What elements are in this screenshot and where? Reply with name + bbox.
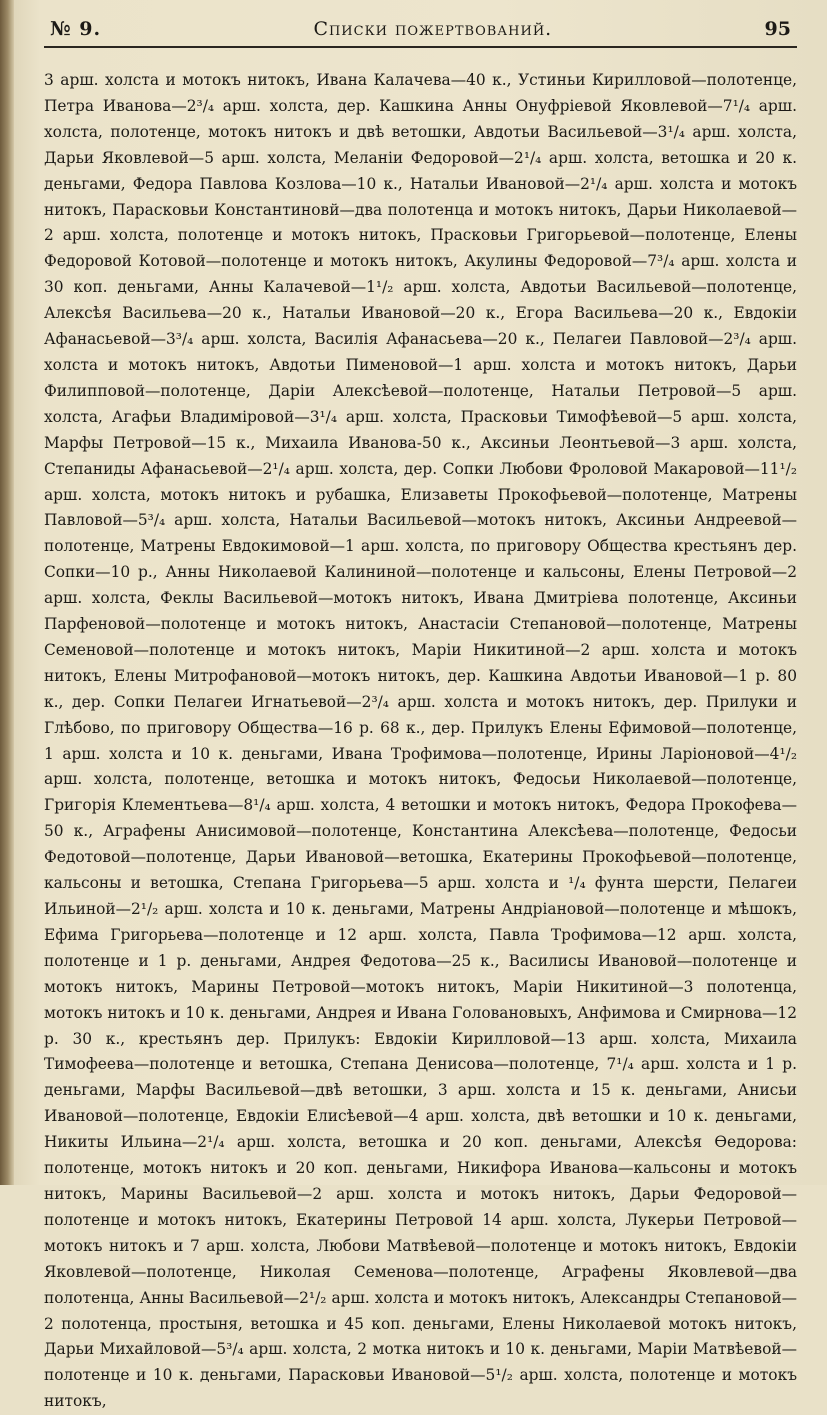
donation-list-text: 3 арш. холста и мотокъ нитокъ, Ивана Калачева—40 к., Устиньи Кирилловой—полотенце, Петра Иванова—2³/₄ арш. холста, дер. Кашкина Анны Онуфріевой Яковлевой—7¹/₄ арш. холста, полотенце, мотокъ нитокъ и двѣ ветошки, Авдотьи Васильевой—3¹/₄ арш. холста, Дарьи Яковлевой—5 арш. холста, Меланіи Федоровой—2¹/₄ арш. холста, ветошка и 20 к. деньгами, Федора Павлова Козлова—10 к., Натальи Ивановой—2¹/₄ арш. холста и мотокъ нитокъ, Парасковьи Константиновй—два полотенца и мотокъ нитокъ, Дарьи Николаевой—2 арш. холста, полотенце и мотокъ нитокъ, Прасковьи Григорьевой—полотенце, Елены Федоровой Котовой—полотенце и мотокъ нитокъ, Акулины Федоровой—7³/₄ арш. холста и 30 коп. деньгами, Анны Калачевой—1¹/₂ арш. холста, Авдотьи Васильевой—полотенце, Алексѣя Васильева—20 к., Натальи Ивановой—20 к., Егора Васильева—20 к., Евдокіи Афанасьевой—3³/₄ арш. холста, Василія Афанасьева—20 к., Пелагеи Павловой—2³/₄ арш. холста и мотокъ нитокъ, Авдотьи Пименовой—1 арш. холста и мотокъ нитокъ, Дарьи Филипповой—полотенце, Даріи Алексѣевой—полотенце, Натальи Петровой—5 арш. холста, Агафьи Владиміровой—3¹/₄ арш. холста, Прасковьи Тимофѣевой—5 арш. холста, Марфы Петровой—15 к., Михаила Иванова-50 к., Аксиньи Леонтьевой—3 арш. холста, Степаниды Афанасьевой—2¹/₄ арш. холста, дер. Сопки Любови Фроловой Макаровой—11¹/₂ арш. холста, мотокъ нитокъ и рубашка, Елизаветы Прокофьевой—полотенце, Матрены Павловой—5³/₄ арш. холста, Натальи Васильевой—мотокъ нитокъ, Аксиньи Андреевой—полотенце, Матрены Евдокимовой—1 арш. холста, по приговору Общества крестьянъ дер. Сопки—10 р., Анны Николаевой Калининой—полотенце и кальсоны, Елены Петровой—2 арш. холста, Феклы Васильевой—мотокъ нитокъ, Ивана Дмитріева полотенце, Аксиньи Парфеновой—полотенце и мотокъ нитокъ, Анастасіи Степановой—полотенце, Матрены Семеновой—полотенце и мотокъ нитокъ, Маріи Никитиной—2 арш. холста и мотокъ нитокъ, Елены Митрофановой—мотокъ нитокъ, дер. Кашкина Авдотьи Ивановой—1 р. 80 к., дер. Сопки Пелагеи Игнатьевой—2³/₄ арш. холста и мотокъ нитокъ, дер. Прилуки и Глѣбово, по приговору Общества—16 р. 68 к., дер. Прилукъ Елены Ефимовой—полотенце, 1 арш. холста и 10 к. деньгами, Ивана Трофимова—полотенце, Ирины Ларіоновой—4¹/₂ арш. холста, полотенце, ветошка и мотокъ нитокъ, Федосьи Николаевой—полотенце, Григорія Клементьева—8¹/₄ арш. холста, 4 ветошки и мотокъ нитокъ, Федора Прокофева—50 к., Аграфены Анисимовой—полотенце, Константина Алексѣева—полотенце, Федосьи Федотовой—полотенце, Дарьи Ивановой—ветошка, Екатерины Прокофьевой—полотенце, кальсоны и ветошка, Степана Григорьева—5 арш. холста и ¹/₄ фунта шерсти, Пелагеи Ильиной—2¹/₂ арш. холста и 10 к. деньгами, Матрены Андріановой—полотенце и мѣшокъ, Ефима Григорьева—полотенце и 12 арш. холста, Павла Трофимова—12 арш. холста, полотенце и 1 р. деньгами, Андрея Федотова—25 к., Василисы Ивановой—полотенце и мотокъ нитокъ, Марины Петровой—мотокъ нитокъ, Маріи Никитиной—3 полотенца, мотокъ нитокъ и 10 к. деньгами, Андрея и Ивана Головановыхъ, Анфимова и Смирнова—12 р. 30 к., крестьянъ дер. Прилукъ: Евдокіи Кирилловой—13 арш. холста, Михаила Тимофеева—полотенце и ветошка, Степана Денисова—полотенце, 7¹/₄ арш. холста и 1 р. деньгами, Марфы Васильевой—двѣ ветошки, 3 арш. холста и 15 к. деньгами, Анисьи Ивановой—полотенце, Евдокіи Елисѣевой—4 арш. холста, двѣ ветошки и 10 к. деньгами, Никиты Ильина—2¹/₄ арш. холста, ветошка и 20 коп. деньгами, Алексѣя Ѳедорова: полотенце, мотокъ нитокъ и 20 коп. деньгами, Никифора Иванова—кальсоны и мотокъ нитокъ, Марины Васильевой—2 арш. холста и мотокъ нитокъ, Дарьи Федоровой—полотенце и мотокъ нитокъ, Екатерины Петровой 14 арш. холста, Лукерьи Петровой—мотокъ нитокъ и 7 арш. холста, Любови Матвѣевой—полотенце и мотокъ нитокъ, Евдокіи Яковлевой—полотенце, Николая Семенова—полотенце, Аграфены Яковлевой—два полотенца, Анны Васильевой—2¹/₂ арш. холста и мотокъ нитокъ, Александры Степановой—2 полотенца, простыня, ветошка и 45 коп. деньгами, Елены Николаевой мотокъ нитокъ, Дарьи Михайловой—5³/₄ арш. холста, 2 мотка нитокъ и 10 к. деньгами, Маріи Матвѣевой—полотенце и 10 к. деньгами, Парасковьи Ивановой—5¹/₂ арш. холста, полотенце и мотокъ нитокъ, <box>44 71 797 1411</box>
running-title: Списки пожертвований. <box>313 18 553 40</box>
page-number: 95 <box>764 18 791 40</box>
issue-number: № 9. <box>50 18 102 40</box>
book-spine-shadow <box>0 0 14 1185</box>
page-header <box>44 18 797 48</box>
